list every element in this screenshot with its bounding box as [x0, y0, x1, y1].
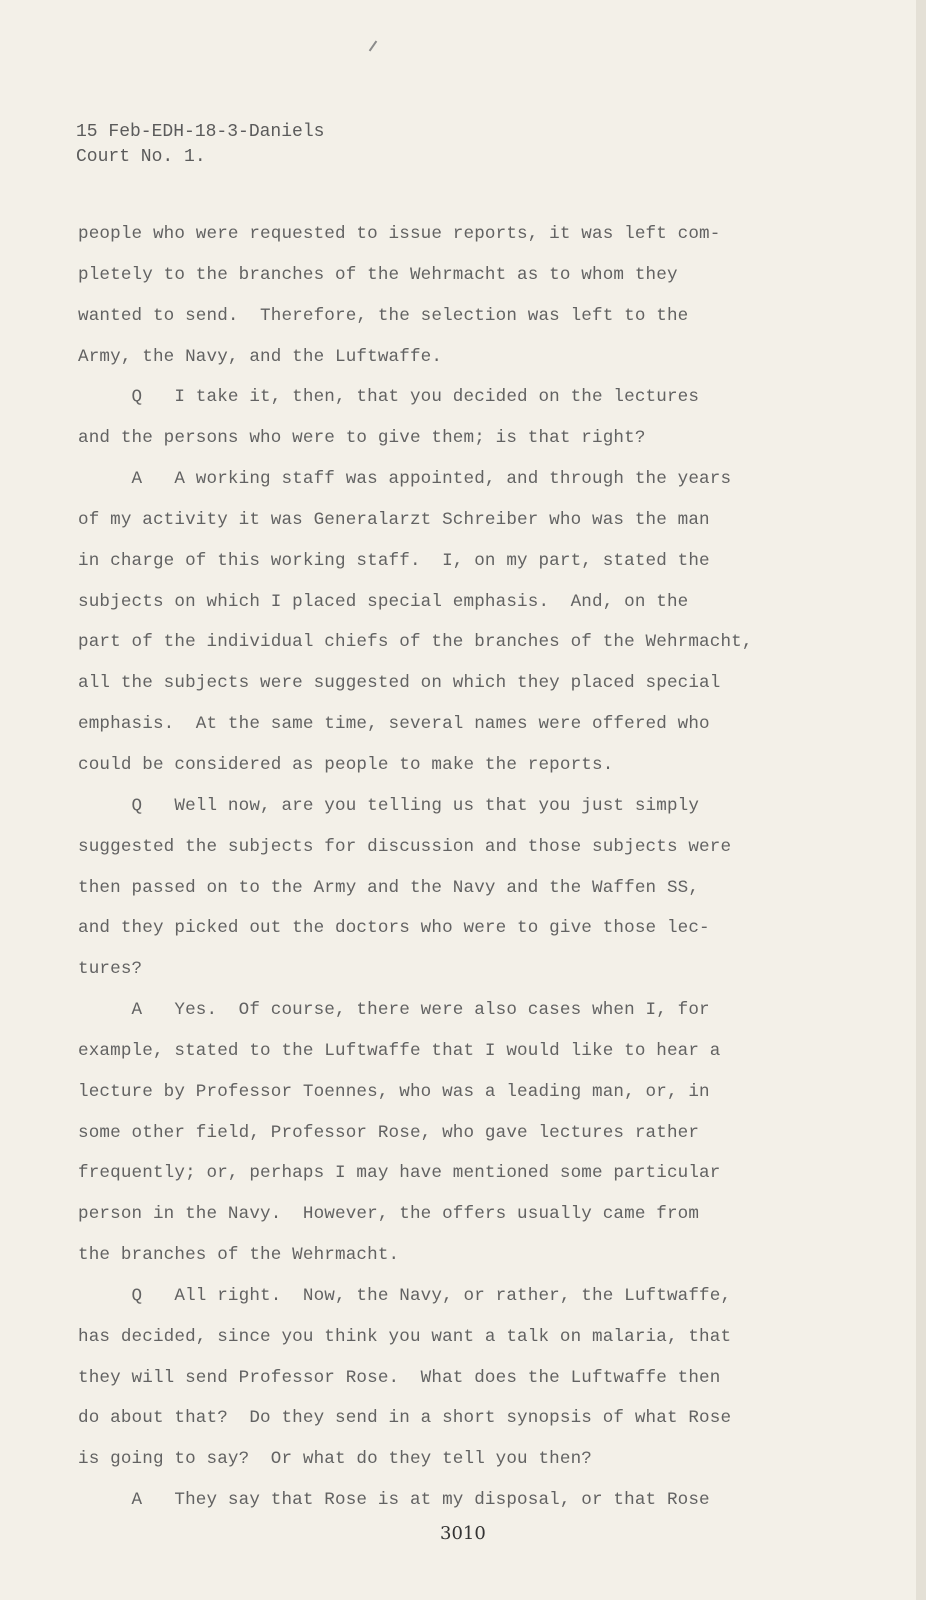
text-line: example, stated to the Luftwaffe that I would like to hear a	[78, 1040, 721, 1061]
text-line: A Yes. Of course, there were also cases when I, for	[78, 1000, 710, 1021]
text-line: part of the individual chiefs of the branches of the Wehrmacht,	[78, 632, 753, 653]
document-header	[76, 120, 324, 170]
text-line: of my activity it was Generalarzt Schreiber who was the man	[78, 509, 710, 530]
text-line: A A working staff was appointed, and through the years	[78, 469, 732, 490]
transcript-body	[78, 214, 868, 1521]
text-line: person in the Navy. However, the offers usually came from	[78, 1204, 700, 1225]
text-line: lecture by Professor Toennes, who was a leading man, or, in	[78, 1081, 710, 1102]
header-line-1: 15 Feb-EDH-18-3-Daniels	[76, 122, 325, 142]
text-line: people who were requested to issue reports, it was left com-	[78, 224, 721, 244]
text-line: do about that? Do they send in a short synopsis of what Rose	[78, 1408, 732, 1429]
text-line: the branches of the Wehrmacht.	[78, 1245, 400, 1266]
text-line: frequently; or, perhaps I may have mentioned some particular	[78, 1163, 721, 1184]
text-line: Q Well now, are you telling us that you just simply	[78, 795, 700, 816]
text-line: they will send Professor Rose. What does the Luftwaffe then	[78, 1367, 721, 1388]
pencil-mark	[369, 41, 378, 52]
page-number: 3010	[440, 1523, 486, 1544]
text-line: A They say that Rose is at my disposal, or that Rose	[78, 1490, 710, 1511]
text-line: suggested the subjects for discussion and those subjects were	[78, 836, 732, 857]
text-line: is going to say? Or what do they tell you then?	[78, 1449, 592, 1470]
text-line: tures?	[78, 959, 143, 980]
text-line: then passed on to the Army and the Navy and the Waffen SS,	[78, 877, 700, 898]
text-line: emphasis. At the same time, several names were offered who	[78, 714, 710, 735]
text-line: Army, the Navy, and the Luftwaffe.	[78, 346, 443, 367]
text-line: and the persons who were to give them; is that right?	[78, 428, 646, 449]
text-line: has decided, since you think you want a talk on malaria, that	[78, 1326, 732, 1347]
paper-edge	[916, 0, 926, 1600]
text-line: all the subjects were suggested on which they placed special	[78, 673, 721, 694]
text-line: Q All right. Now, the Navy, or rather, the Luftwaffe,	[78, 1285, 732, 1306]
text-line: could be considered as people to make the reports.	[78, 754, 614, 775]
text-line: Q I take it, then, that you decided on the lectures	[78, 387, 700, 408]
text-line: in charge of this working staff. I, on my part, stated the	[78, 550, 710, 571]
text-line: subjects on which I placed special emphasis. And, on the	[78, 591, 689, 612]
header-line-2: Court No. 1.	[76, 147, 206, 167]
text-line: wanted to send. Therefore, the selection was left to the	[78, 305, 689, 326]
text-line: and they picked out the doctors who were to give those lec-	[78, 918, 710, 939]
text-line: pletely to the branches of the Wehrmacht as to whom they	[78, 264, 678, 285]
text-line: some other field, Professor Rose, who gave lectures rather	[78, 1122, 700, 1143]
